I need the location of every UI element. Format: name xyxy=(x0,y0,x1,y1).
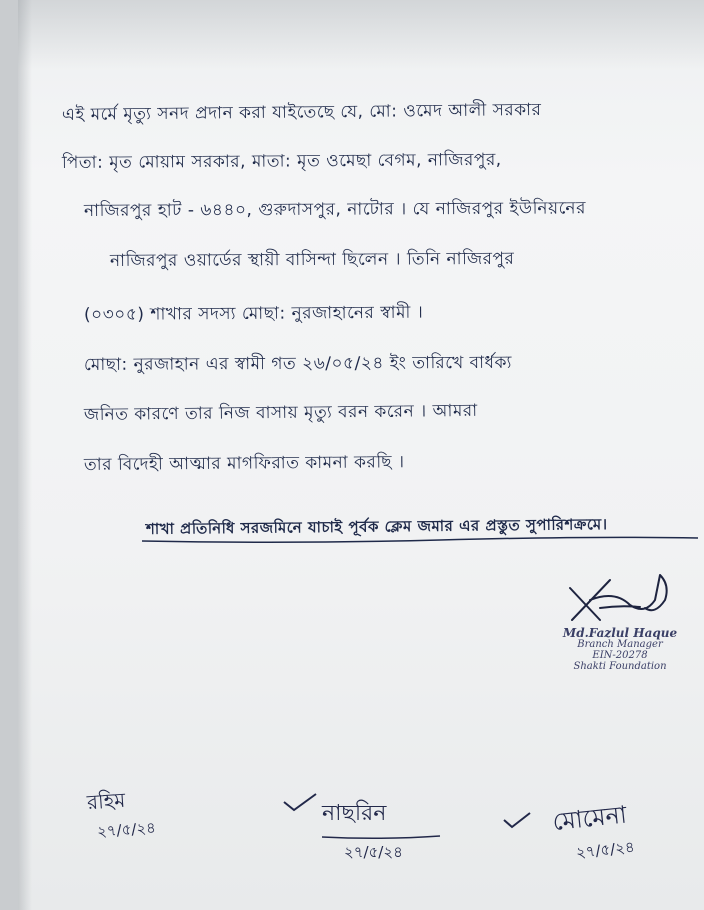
signature-date: ২৭/৫/২৪ xyxy=(96,818,157,841)
letter-line-8: তার বিদেহী আত্মার মাগফিরাত কামনা করছি । xyxy=(83,452,405,475)
letter-line-7: জনিত কারণে তার নিজ বাসায় মৃত্যু বরন করেন । আমরা xyxy=(83,400,478,425)
paper-fold-shadow xyxy=(18,0,704,70)
letter-line-1: এই মর্মে মৃত্যু সনদ প্রদান করা যাইতেছে যে, মো: ওমেদ আলী সরকার xyxy=(61,99,542,125)
manager-stamp xyxy=(545,628,695,672)
footer-signature-2 xyxy=(322,796,442,866)
checkmark-icon xyxy=(282,792,318,812)
signature-name: মোমেনা xyxy=(551,800,629,837)
footer-signature-3 xyxy=(551,796,636,869)
verification-note: শাখা প্রতিনিধি সরজমিনে যাচাই পূর্বক ক্লেম জমার এর প্রস্তুত সুপারিশক্রমে। xyxy=(145,515,608,538)
letter-line-6: মোছা: নুরজাহান এর স্বামী গত ২৬/০৫/২৪ ইং তারিখে বার্ধক্য xyxy=(83,352,512,375)
signature-date: ২৭/৫/২৪ xyxy=(344,843,403,861)
stamp-title: Branch Manager xyxy=(577,639,663,650)
signature-date: ২৭/৫/২৪ xyxy=(575,837,636,862)
letter-line-5: (০৩০৫) শাখার সদস্য মোছা: নুরজাহানের স্বামী । xyxy=(83,302,424,325)
verification-underline xyxy=(140,534,700,546)
stamp-name: Md.Fazlul Haque xyxy=(562,626,678,640)
stamp-org: Shakti Foundation xyxy=(573,661,667,672)
manager-signature xyxy=(560,560,680,630)
signature-underline xyxy=(322,833,442,841)
letter-line-2: পিতা: মৃত মোয়াম সরকার, মাতা: মৃত ওমেছা বেগম, নাজিরপুর, xyxy=(61,149,502,173)
signature-name: রহিম xyxy=(86,787,127,815)
stamp-ein: EIN-20278 xyxy=(592,650,648,661)
letter-line-3: নাজিরপুর হাট - ৬৪৪০, গুরুদাসপুর, নাটোর । যে নাজিরপুর ইউনিয়নের xyxy=(83,198,586,221)
signature-name: নাছরিন xyxy=(322,801,387,826)
footer-signature-1 xyxy=(86,784,157,847)
letter-line-4: নাজিরপুর ওয়ার্ডের স্থায়ী বাসিন্দা ছিলেন । তিনি নাজিরপুর xyxy=(109,248,515,271)
paper-edge-shadow xyxy=(18,0,32,910)
checkmark-icon xyxy=(502,810,532,830)
